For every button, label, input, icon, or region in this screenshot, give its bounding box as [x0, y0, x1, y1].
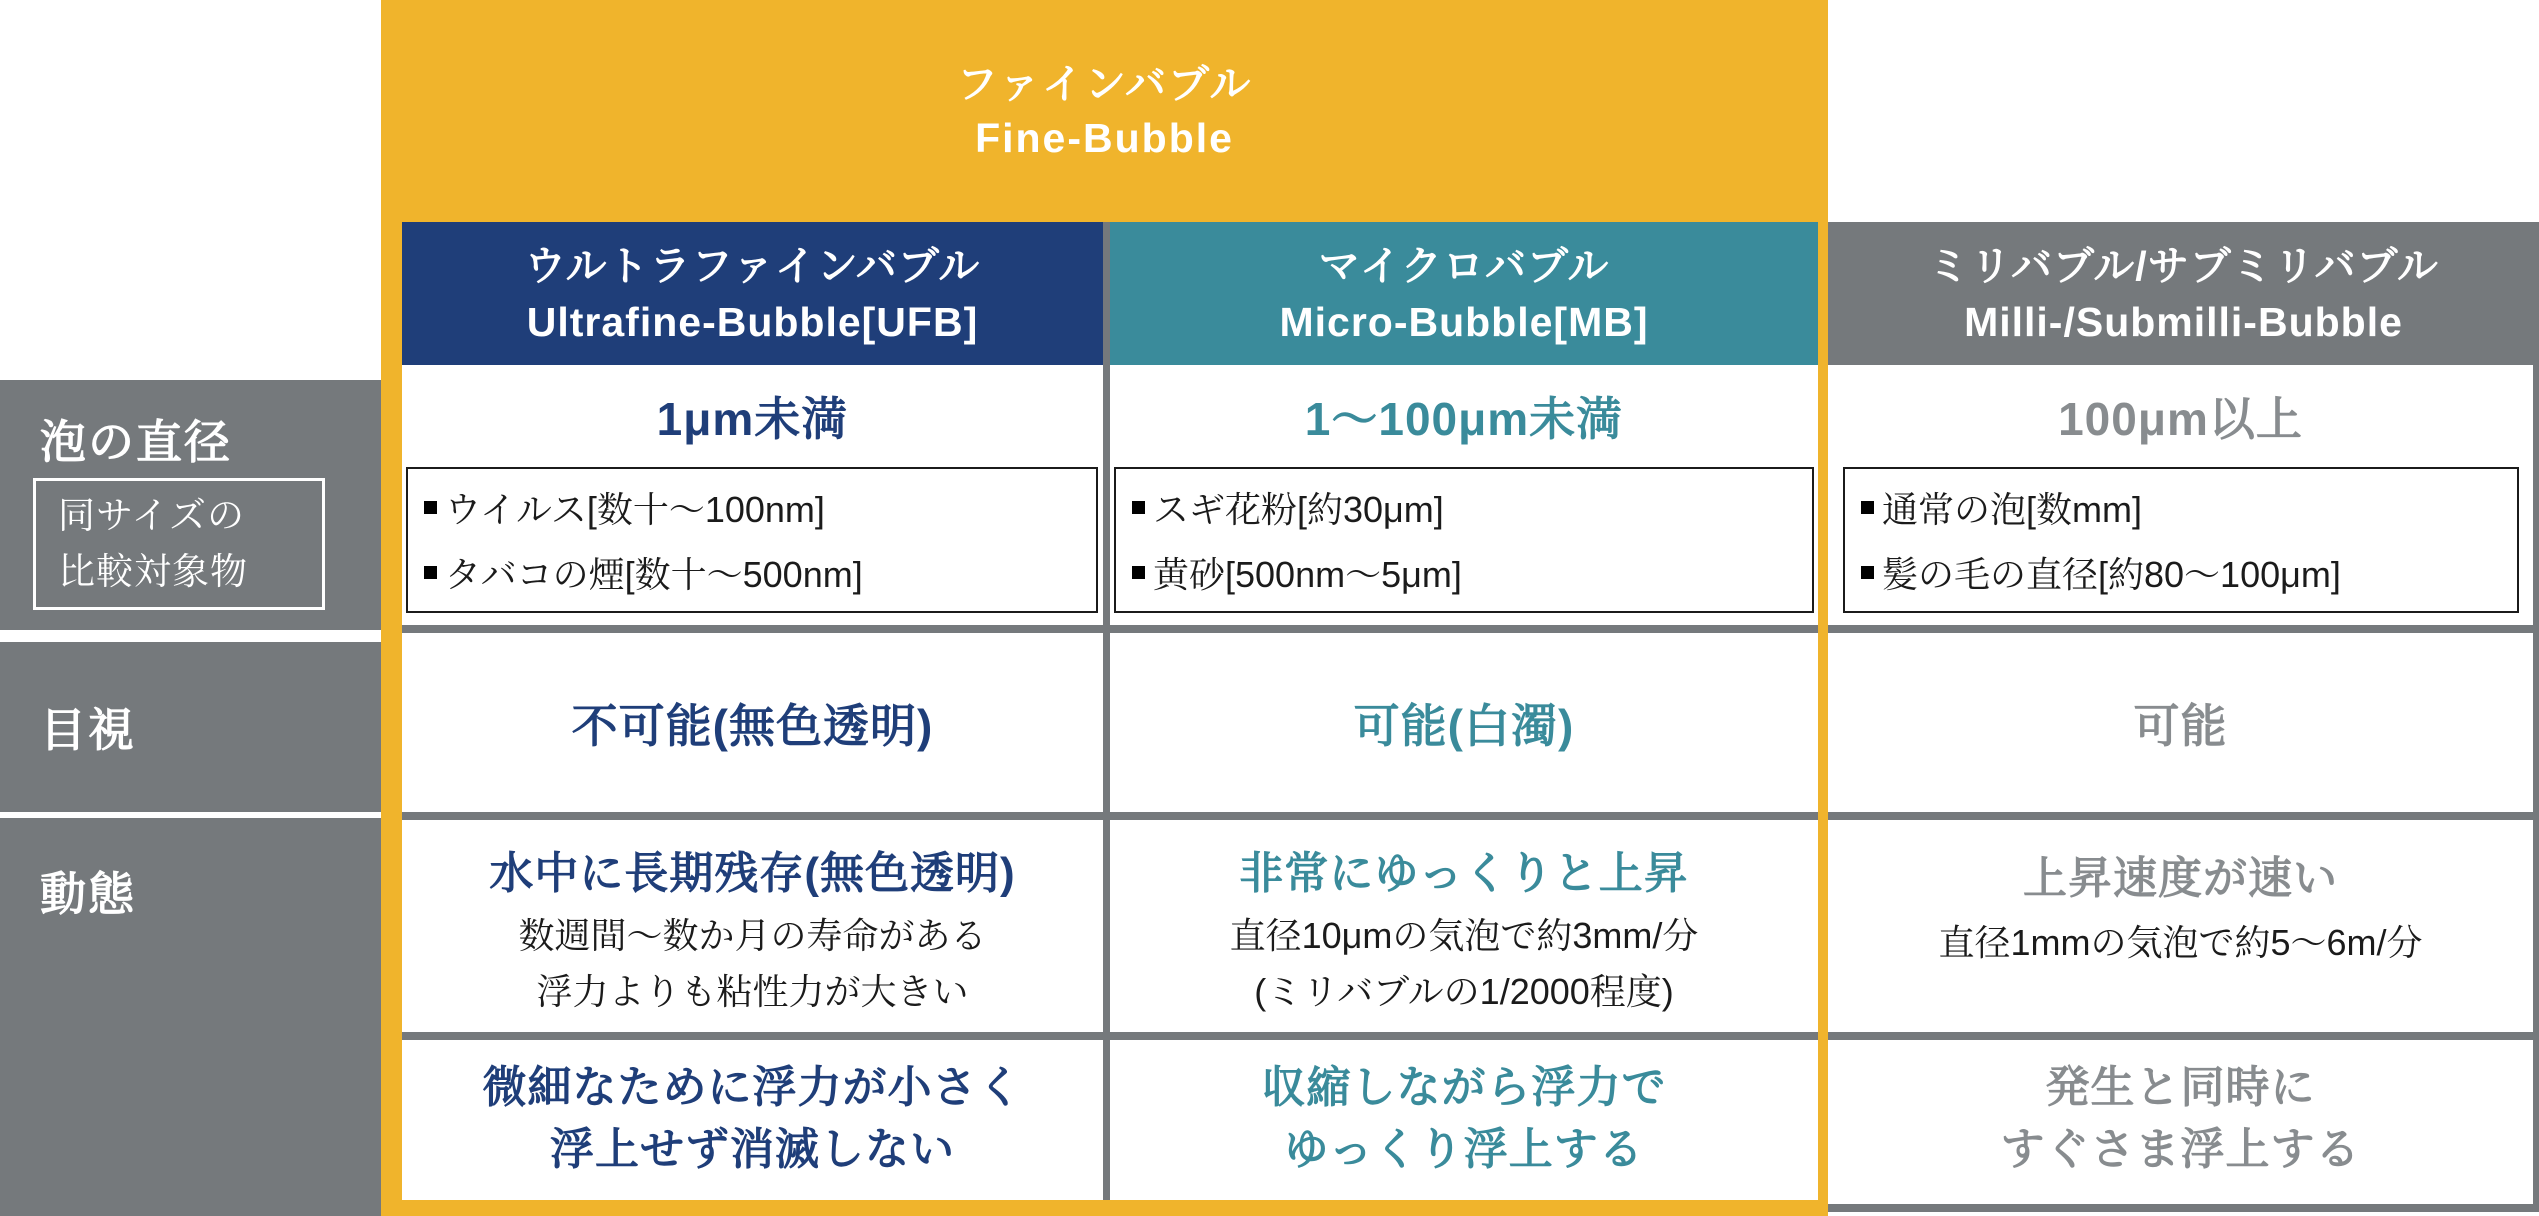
row-separator: [1828, 625, 2533, 633]
comparison-note-line2: 比較対象物: [58, 551, 248, 592]
cell-visibility-mb: 可能(白濁): [1353, 699, 1575, 752]
row-separator: [402, 812, 1818, 820]
bullet-square-icon: [1861, 501, 1874, 514]
col-header-ufb-en: Ultrafine-Bubble[UFB]: [526, 298, 979, 345]
col-header-milli-jp: ミリバブル/サブミリバブル: [1928, 242, 2439, 289]
row-header-dynamics-label: 動態: [40, 868, 136, 920]
example-text: ウイルス[数十〜100nm]: [445, 489, 825, 531]
cell-diameter-milli-examples-box: [1843, 467, 2519, 613]
cell-diameter-mb-value: 1〜100μm未満: [1304, 393, 1624, 445]
row-separator: [1828, 1032, 2533, 1040]
cell-dynamics-mb-headline: 非常にゆっくりと上昇: [1239, 849, 1689, 898]
bullet-square-icon: [1861, 566, 1874, 579]
col-header-ufb: [402, 222, 1103, 365]
list-item: [424, 547, 1096, 598]
col-header-milli-en: Milli-/Submilli-Bubble: [1964, 298, 2403, 345]
dynamics-detail-line: 直径1mmの気泡で約5〜6m/分: [1938, 922, 2423, 963]
col-header-ufb-jp: ウルトラファインバブル: [524, 242, 981, 289]
cell-diameter-ufb-value: 1μm未満: [656, 393, 849, 445]
cell-visibility-milli: 可能: [2133, 699, 2228, 752]
col-header-mb-en: Micro-Bubble[MB]: [1279, 298, 1649, 345]
example-text: タバコの煙[数十〜500nm]: [445, 553, 863, 595]
summary-line: すぐさま浮上する: [2000, 1125, 2361, 1174]
comparison-note-line1: 同サイズの: [58, 495, 246, 536]
cell-diameter-ufb-examples-box: [406, 467, 1098, 613]
column-separator-ufb-mb: [1103, 222, 1110, 1200]
yellow-frame-left-border: [381, 222, 402, 1216]
cell-dynamics-ufb-details: [402, 908, 1103, 1024]
list-item: [424, 482, 1096, 533]
milli-frame-bottom-border: [1828, 1204, 2539, 1212]
cell-dynamics-mb-summary: [1110, 1044, 1818, 1194]
dynamics-detail-line: 直径10μmの気泡で約3mm/分: [1229, 915, 1699, 956]
col-header-milli: [1828, 222, 2539, 365]
col-header-mb-jp: マイクロバブル: [1318, 242, 1610, 289]
yellow-frame-right-border: [1818, 222, 1828, 1216]
fine-bubble-group-header: [381, 0, 1828, 222]
list-item: [1861, 482, 2517, 533]
example-text: 黄砂[500nm〜5μm]: [1153, 553, 1462, 595]
dynamics-detail-line: 数週間〜数か月の寿命がある: [518, 915, 987, 956]
list-item: [1132, 547, 1812, 598]
cell-diameter-milli-value: 100μm以上: [2058, 393, 2303, 445]
list-item: [1861, 547, 2517, 598]
row-separator: [402, 1032, 1818, 1040]
bullet-square-icon: [424, 501, 437, 514]
dynamics-detail-line: 浮力よりも粘性力が大きい: [536, 971, 969, 1012]
row-separator: [402, 625, 1818, 633]
group-title-en: Fine-Bubble: [975, 115, 1234, 161]
bullet-square-icon: [424, 566, 437, 579]
cell-dynamics-ufb-summary: [402, 1044, 1103, 1194]
summary-line: ゆっくり浮上する: [1284, 1125, 1644, 1174]
dynamics-detail-line: (ミリバブルの1/2000程度): [1254, 971, 1674, 1012]
cell-visibility-ufb: 不可能(無色透明): [571, 699, 934, 752]
summary-line: 微細なために浮力が小さく: [482, 1063, 1023, 1112]
cell-dynamics-milli-summary: [1828, 1044, 2533, 1194]
row-separator: [1828, 812, 2533, 820]
row-header-visibility: [0, 642, 381, 812]
summary-line: 発生と同時に: [2045, 1063, 2316, 1112]
list-item: [1132, 482, 1812, 533]
summary-line: 収縮しながら浮力で: [1261, 1063, 1667, 1112]
col-header-mb: [1110, 222, 1818, 365]
cell-diameter-mb-examples-box: [1114, 467, 1814, 613]
bullet-square-icon: [1132, 566, 1145, 579]
cell-dynamics-milli-details: [1828, 915, 2533, 975]
row-header-diameter: [0, 380, 381, 630]
row-header-visibility-label: 目視: [40, 704, 136, 756]
milli-frame-right-border: [2533, 365, 2539, 1212]
comparison-size-note-box: [33, 478, 325, 610]
cell-dynamics-ufb-headline: 水中に長期残存(無色透明): [489, 849, 1016, 898]
example-text: スギ花粉[約30μm]: [1153, 489, 1444, 531]
yellow-frame-bottom-border: [381, 1200, 1828, 1216]
bullet-square-icon: [1132, 501, 1145, 514]
group-title-jp: ファインバブル: [956, 61, 1253, 107]
example-text: 通常の泡[数mm]: [1882, 489, 2142, 531]
summary-line: 浮上せず消滅しない: [550, 1125, 955, 1174]
cell-dynamics-milli-headline: 上昇速度が速い: [2023, 854, 2338, 903]
example-text: 髪の毛の直径[約80〜100μm]: [1882, 553, 2341, 595]
row-header-dynamics: [0, 818, 381, 1216]
cell-dynamics-mb-details: [1110, 908, 1818, 1024]
row-header-diameter-label: 泡の直径: [40, 416, 232, 468]
